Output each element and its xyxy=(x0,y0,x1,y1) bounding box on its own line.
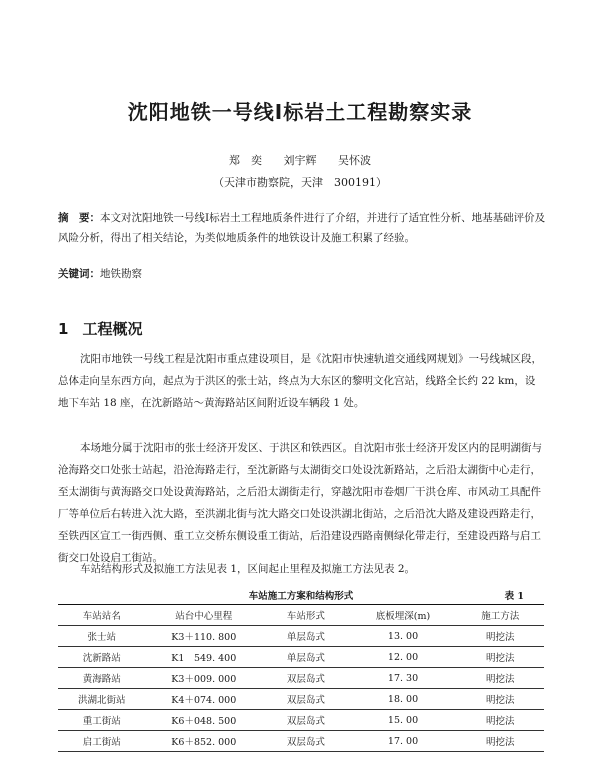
author-list xyxy=(0,152,600,168)
paper-title: 沈阳地铁一号线Ⅰ标岩土工程勘察实录 xyxy=(127,100,473,124)
table-cell: 单层岛式 xyxy=(262,626,349,647)
column-header: 车站站名 xyxy=(58,605,145,626)
author-name: 郑 奕 xyxy=(229,154,262,167)
column-header: 车站形式 xyxy=(262,605,349,626)
section-title: 工程概况 xyxy=(82,320,143,338)
table-row xyxy=(58,731,544,752)
table-row xyxy=(58,668,544,689)
column-header: 底板埋深(m) xyxy=(350,605,457,626)
abstract-text: 本文对沈阳地铁一号线Ⅰ标岩土工程地质条件进行了介绍，并进行了适宜性分析、地基基础评价及风险分析，得出了相关结论，为类似地质条件的地铁设计及施工积累了经验。 xyxy=(58,212,546,244)
table-cell: K3＋009. 000 xyxy=(145,668,262,689)
table-cell: K3＋110. 800 xyxy=(145,626,262,647)
table-cell: 明挖法 xyxy=(456,626,544,647)
table-row xyxy=(58,710,544,731)
table-cell: 张士站 xyxy=(58,626,145,647)
table-row xyxy=(58,689,544,710)
table-title: 车站施工方案和结构形式 xyxy=(248,591,354,602)
abstract xyxy=(58,208,548,248)
keywords-label: 关键词： xyxy=(58,268,100,280)
table-cell: 双层岛式 xyxy=(262,710,349,731)
table-cell: 明挖法 xyxy=(456,689,544,710)
author-affiliation: （天津市勘察院，天津 300191） xyxy=(213,176,387,189)
table-cell: 18. 00 xyxy=(350,689,457,710)
table-cell: 单层岛式 xyxy=(262,647,349,668)
author-name: 吴怀波 xyxy=(338,154,371,167)
body-paragraph: 车站结构形式及拟施工方法见表 1，区间起止里程及拟施工方法见表 2。 xyxy=(80,563,416,575)
keywords xyxy=(58,266,548,282)
body-paragraph: 本场地分属于沈阳市的张士经济开发区、于洪区和铁西区。自沈阳市张士经济开发区内的昆明湖街与沧海路交口处张士站起，沿沧海路走行，至沈新路与太湖街交口处设沈新路站，之后沿太湖街中心走行，至太湖街与黄海路交口处设黄海路站，之后沿太湖街走行，穿越沈阳市卷烟厂干洪仓库、市风动工具配件厂等单位后右转进入沈大路，至洪湖北街与沈大路交口处设洪湖北街站，之后沿沈大路及建设西路走行，至铁西区宣工一街西侧、重工立交桥东侧设重工街站，后沿建设西路南侧绿化带走行，至建设西路与启工街交口处设启工街站。 xyxy=(58,442,542,564)
table-cell: 17. 30 xyxy=(350,668,457,689)
table-cell: 重工街站 xyxy=(58,710,145,731)
table-cell: 双层岛式 xyxy=(262,689,349,710)
keywords-text: 地铁勘察 xyxy=(100,268,142,280)
table-cell: 双层岛式 xyxy=(262,731,349,752)
column-header: 站台中心里程 xyxy=(145,605,262,626)
table-cell: 双层岛式 xyxy=(262,668,349,689)
table-cell: 17. 00 xyxy=(350,731,457,752)
table-header-row xyxy=(58,605,544,626)
column-header: 施工方法 xyxy=(456,605,544,626)
table-cell: K6＋048. 500 xyxy=(145,710,262,731)
abstract-label: 摘 要： xyxy=(58,212,100,224)
table-cell: 启工街站 xyxy=(58,731,145,752)
table-cell: 明挖法 xyxy=(456,731,544,752)
table-cell: 沈新路站 xyxy=(58,647,145,668)
table-cell: 12. 00 xyxy=(350,647,457,668)
station-table xyxy=(58,604,544,752)
author-name: 刘宇辉 xyxy=(283,154,317,167)
table-cell: 明挖法 xyxy=(456,647,544,668)
table-number: 表 1 xyxy=(504,591,524,602)
table-cell: 13. 00 xyxy=(350,626,457,647)
table-cell: K1 549. 400 xyxy=(145,647,262,668)
table-row xyxy=(58,626,544,647)
table-cell: 黄海路站 xyxy=(58,668,145,689)
section-heading xyxy=(58,318,142,339)
table-cell: 洪湖北街站 xyxy=(58,689,145,710)
table-cell: 15. 00 xyxy=(350,710,457,731)
table-cell: 明挖法 xyxy=(456,668,544,689)
table-row xyxy=(58,647,544,668)
table-cell: 明挖法 xyxy=(456,710,544,731)
table-cell: K6＋852. 000 xyxy=(145,731,262,752)
section-number: 1 xyxy=(58,320,69,338)
table-cell: K4＋074. 000 xyxy=(145,689,262,710)
body-paragraph: 沈阳市地铁一号线工程是沈阳市重点建设项目，是《沈阳市快速轨道交通线网规划》一号线城区段，总体走向呈东西方向，起点为于洪区的张士站，终点为大东区的黎明文化宫站，线路全长约 22 km，设地下车站 18 座，在沈新路站～黄海路站区间附近设车辆段 1 处。 xyxy=(58,353,542,409)
